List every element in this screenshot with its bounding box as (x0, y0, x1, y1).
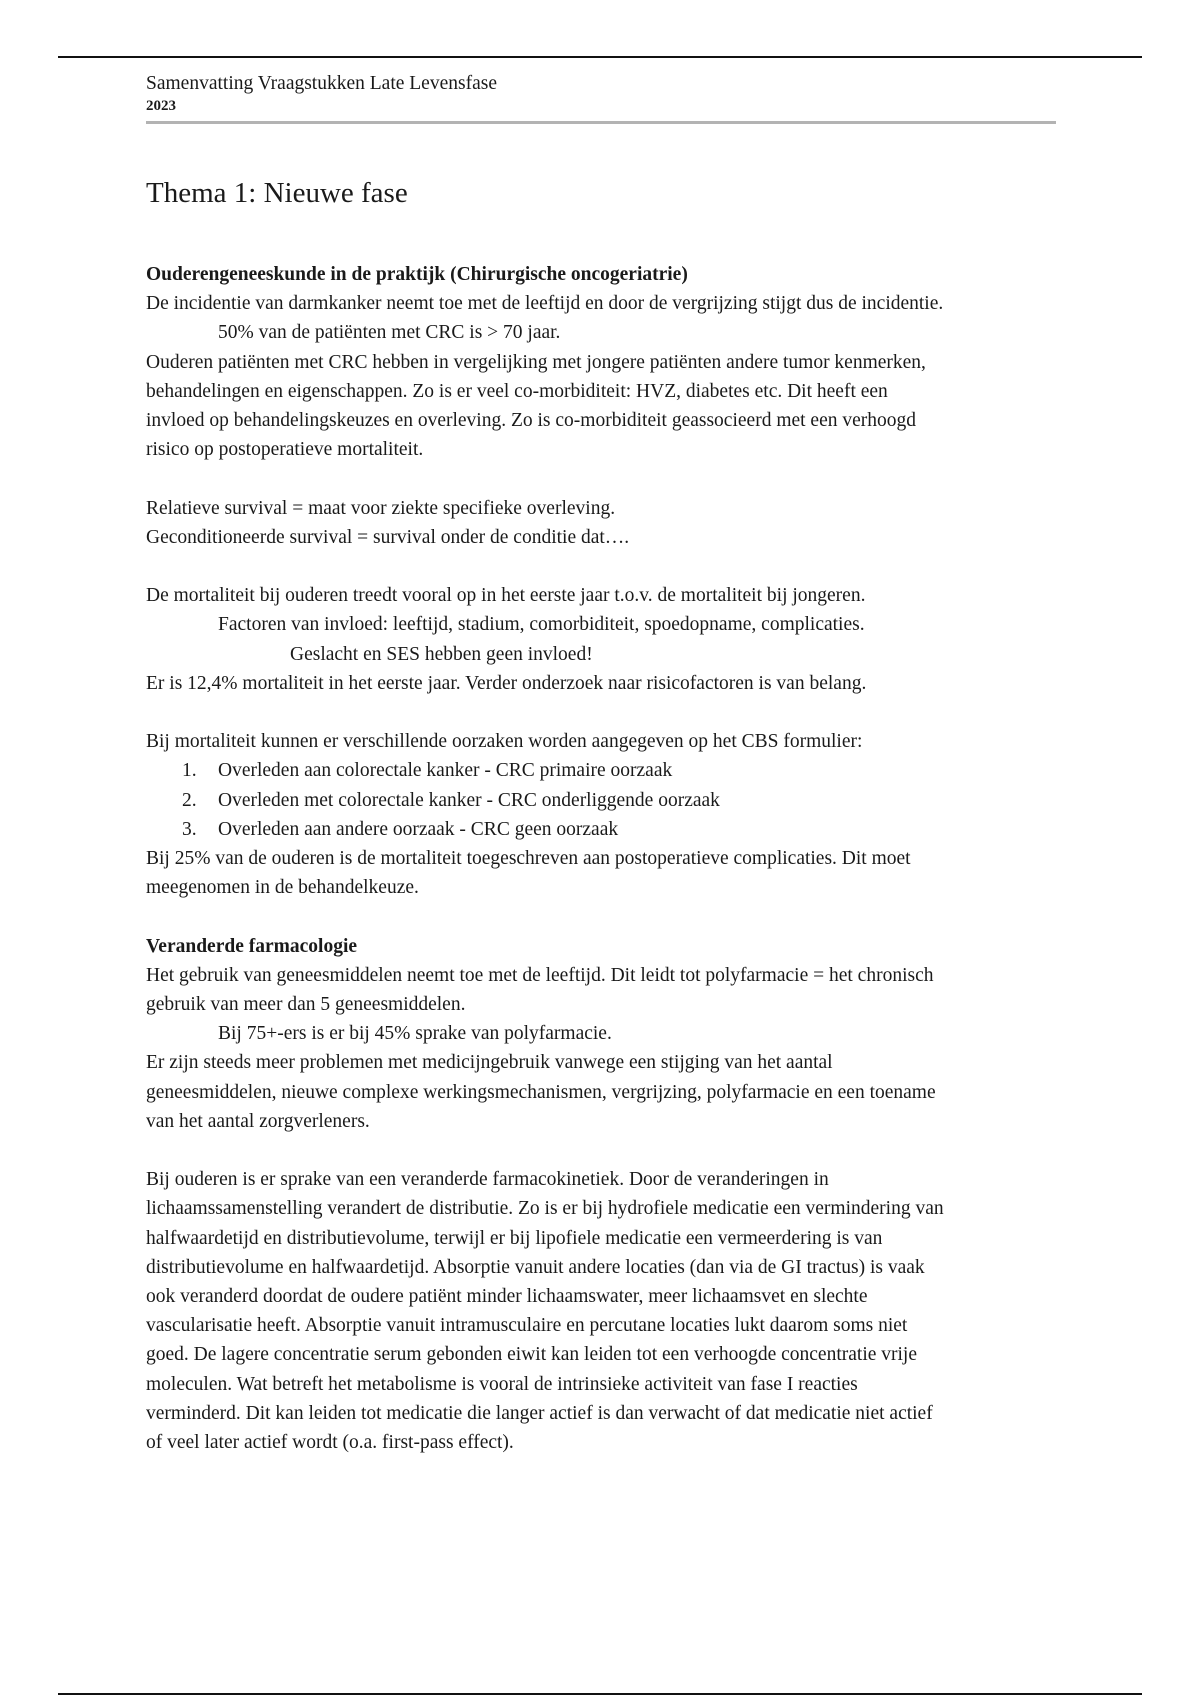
paragraph-line: Bij 25% van de ouderen is de mortaliteit toegeschreven aan postoperatieve complicaties. Dit moet (146, 848, 911, 870)
theme-title: Thema 1: Nieuwe fase (146, 177, 408, 209)
paragraph-line: risico op postoperatieve mortaliteit. (146, 439, 424, 461)
spacer (146, 210, 1056, 260)
list-text: Overleden aan andere oorzaak - CRC geen oorzaak (218, 818, 619, 840)
paragraph-line: Bij mortaliteit kunnen er verschillende oorzaken worden aangegeven op het CBS formulier: (146, 731, 863, 753)
list-item (146, 786, 1056, 815)
paragraph-line: De mortaliteit bij ouderen treedt vooral op in het eerste jaar t.o.v. de mortaliteit bij jongeren. (146, 585, 866, 607)
top-rule (58, 56, 1142, 58)
list-text: Overleden met colorectale kanker - CRC onderliggende oorzaak (218, 789, 720, 811)
section-title: Veranderde farmacologie (146, 935, 358, 957)
spacer (146, 464, 1056, 493)
list-number: 1. (182, 760, 197, 782)
paragraph-line: geneesmiddelen, nieuwe complexe werkingsmechanismen, vergrijzing, polyfarmacie en een toename (146, 1081, 936, 1103)
paragraph-line: halfwaardetijd en distributievolume, terwijl er bij lipofiele medicatie een vermeerdering is van (146, 1227, 883, 1249)
indented-line: Factoren van invloed: leeftijd, stadium, comorbiditeit, spoedopname, complicaties. (218, 614, 865, 636)
paragraph-line: Ouderen patiënten met CRC hebben in vergelijking met jongere patiënten andere tumor kenmerken, (146, 351, 926, 373)
bottom-rule (58, 1693, 1142, 1695)
paragraph-line: verminderd. Dit kan leiden tot medicatie die langer actief is dan verwacht of dat medicatie niet actief (146, 1402, 933, 1424)
section-title: Ouderengeneeskunde in de praktijk (Chirurgische oncogeriatrie) (146, 264, 688, 285)
paragraph-line: lichaamssamenstelling verandert de distributie. Zo is er bij hydrofiele medicatie een vermindering van (146, 1198, 944, 1220)
section-farmacologie (146, 932, 1056, 1458)
paragraph-line: van het aantal zorgverleners. (146, 1110, 370, 1132)
header-title: Samenvatting Vraagstukken Late Levensfase (146, 73, 497, 94)
section-oncogeriatrie (146, 260, 1056, 902)
list-item (146, 756, 1056, 785)
paragraph-line: Het gebruik van geneesmiddelen neemt toe met de leeftijd. Dit leidt tot polyfarmacie = het chronisch (146, 964, 934, 986)
header-year: 2023 (146, 98, 176, 114)
paragraph-line: ook veranderd doordat de oudere patiënt minder lichaamswater, meer lichaamsvet en slechte (146, 1286, 868, 1308)
spacer (146, 902, 1056, 931)
indented-line: Bij 75+-ers is er bij 45% sprake van polyfarmacie. (218, 1023, 612, 1045)
paragraph-line: Er zijn steeds meer problemen met medicijngebruik vanwege een stijging van het aantal (146, 1052, 833, 1074)
definition-conditioned-survival: Geconditioneerde survival = survival onder de conditie dat…. (146, 526, 630, 548)
paragraph-line: of veel later actief wordt (o.a. first-pass effect). (146, 1432, 514, 1454)
list-number: 2. (182, 789, 197, 811)
list-text: Overleden aan colorectale kanker - CRC primaire oorzaak (218, 760, 673, 782)
definition-relative-survival: Relatieve survival = maat voor ziekte specifieke overleving. (146, 497, 616, 519)
paragraph-line: De incidentie van darmkanker neemt toe met de leeftijd en door de vergrijzing stijgt dus de incidentie. (146, 293, 944, 315)
document-header (146, 72, 1056, 124)
header-rule (146, 121, 1056, 124)
indented-line: 50% van de patiënten met CRC is > 70 jaar. (218, 322, 561, 344)
document-page (146, 72, 1056, 1457)
paragraph-line: invloed op behandelingskeuzes en overleving. Zo is co-morbiditeit geassocieerd met een verhoogd (146, 410, 917, 432)
spacer (146, 552, 1056, 581)
paragraph-line: Bij ouderen is er sprake van een veranderde farmacokinetiek. Door de veranderingen in (146, 1169, 829, 1191)
list-number: 3. (182, 818, 197, 840)
spacer (146, 1136, 1056, 1165)
paragraph-line: gebruik van meer dan 5 geneesmiddelen. (146, 994, 466, 1016)
paragraph-line: behandelingen en eigenschappen. Zo is er veel co-morbiditeit: HVZ, diabetes etc. Dit heeft een (146, 380, 888, 402)
paragraph-line: goed. De lagere concentratie serum gebonden eiwit kan leiden tot een verhoogde concentratie vrije (146, 1344, 918, 1366)
paragraph-line: Er is 12,4% mortaliteit in het eerste jaar. Verder onderzoek naar risicofactoren is van belang. (146, 672, 867, 694)
spacer (146, 698, 1056, 727)
cbs-cause-list (146, 756, 1056, 844)
double-indented-line: Geslacht en SES hebben geen invloed! (290, 643, 593, 665)
list-item (146, 815, 1056, 844)
paragraph-line: vascularisatie heeft. Absorptie vanuit intramusculaire en percutane locaties lukt daarom soms niet (146, 1315, 908, 1337)
paragraph-line: meegenomen in de behandelkeuze. (146, 877, 419, 899)
paragraph-line: moleculen. Wat betreft het metabolisme is vooral de intrinsieke activiteit van fase I reacties (146, 1373, 858, 1395)
paragraph-line: distributievolume en halfwaardetijd. Absorptie vanuit andere locaties (dan via de GI tractus) is vaak (146, 1256, 925, 1278)
